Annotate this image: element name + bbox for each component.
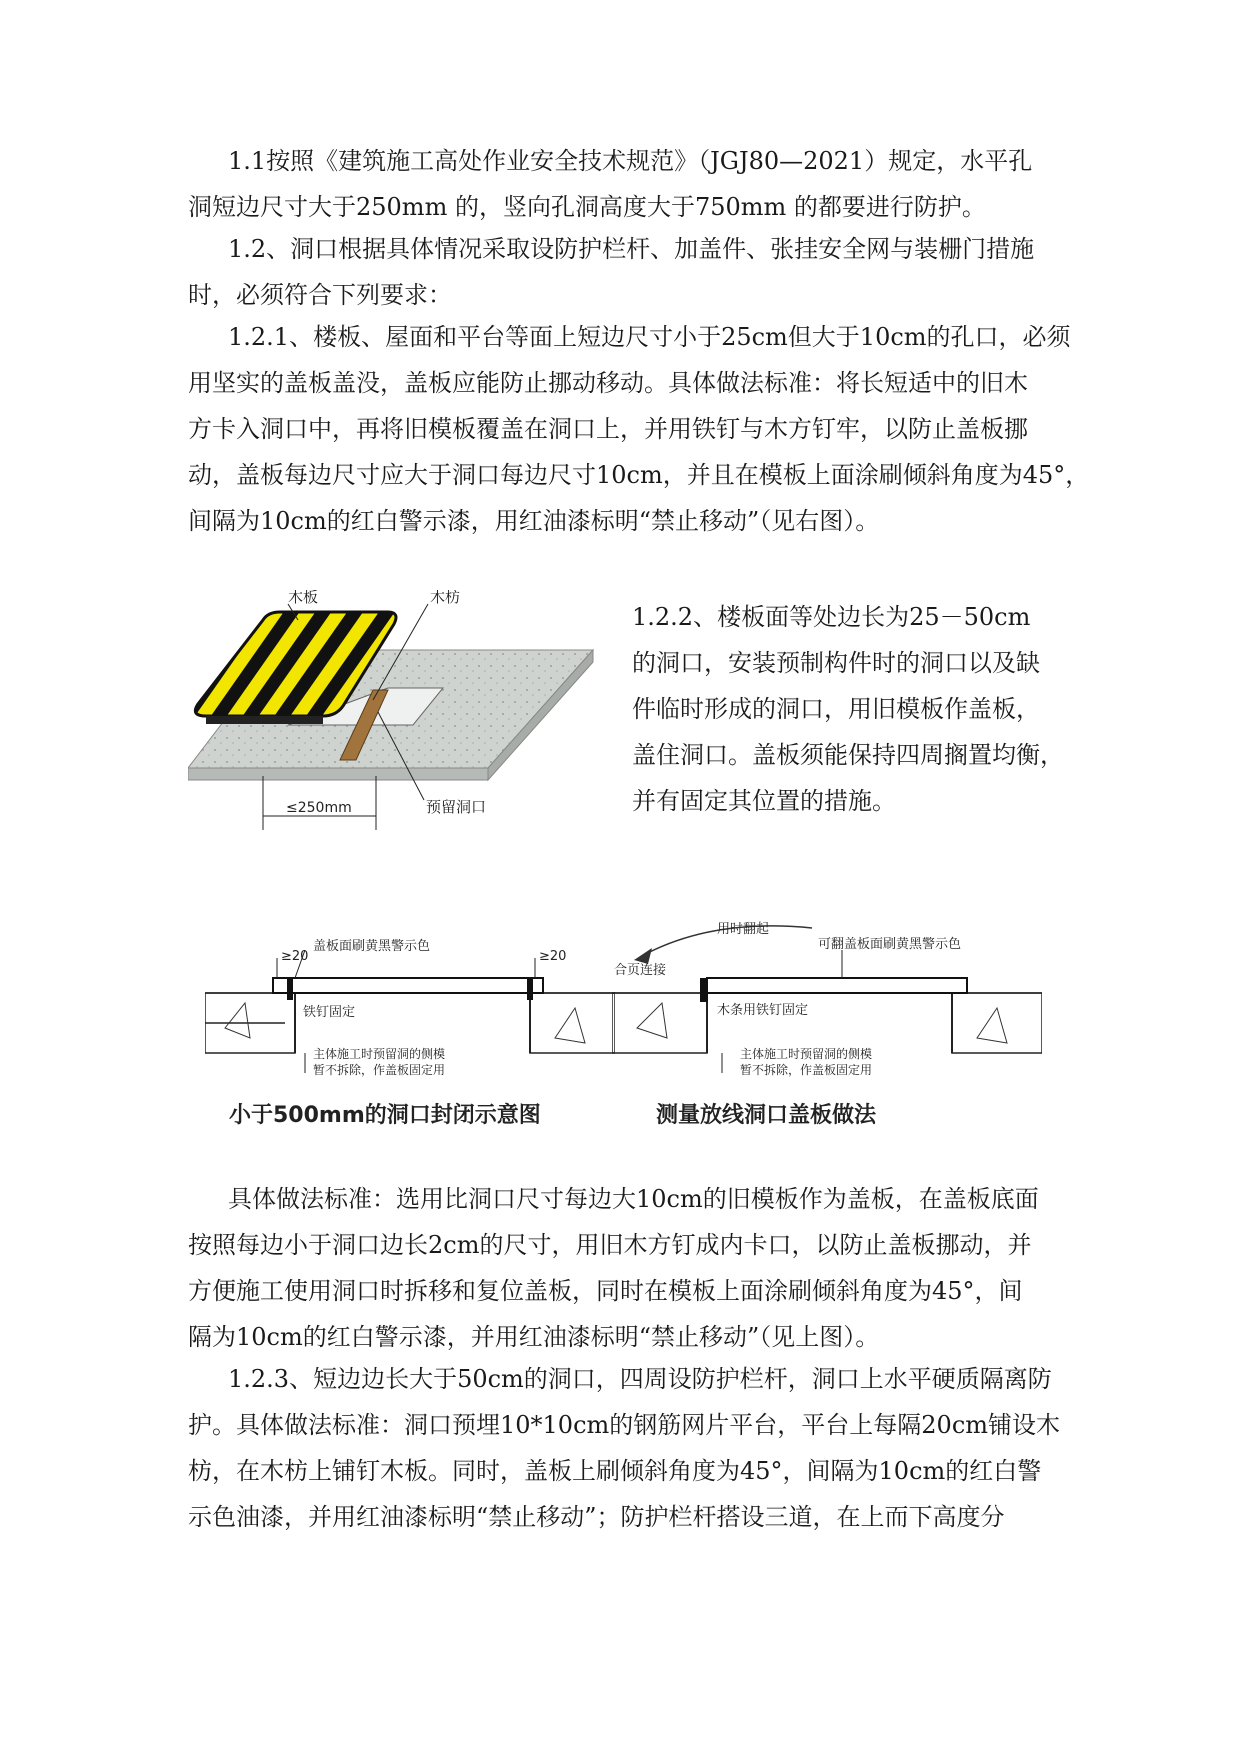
survey-hole-cover-diagram xyxy=(612,898,1042,1148)
sealed-hole-figure xyxy=(205,898,615,1148)
label-paint: 盖板面刷黄黑警示色 xyxy=(313,939,431,954)
label-note1: 主体施工时预留洞的侧模 xyxy=(313,1047,446,1061)
p5-line-1: 具体做法标准：选用比洞口尺寸每边大10cm的旧模板作为盖板，在盖板底面 xyxy=(228,1185,1039,1213)
p5-line-3: 方便施工使用洞口时拆移和复位盖板，同时在模板上面涂刷倾斜角度为45°，间 xyxy=(188,1277,1023,1305)
label-nail: 铁钉固定 xyxy=(303,1005,356,1020)
p4-line-2: 的洞口，安装预制构件时的洞口以及缺 xyxy=(632,649,1040,677)
p6-line-3: 枋，在木枋上铺钉木板。同时，盖板上刷倾斜角度为45°，间隔为10cm的红白警 xyxy=(188,1457,1042,1485)
p3-line-4: 动，盖板每边尺寸应大于洞口每边尺寸10cm，并且在模板上面涂刷倾斜角度为45°， xyxy=(188,461,1090,489)
paragraph-1-2-3 xyxy=(188,1356,1061,1540)
p4-line-3: 件临时形成的洞口，用旧模板作盖板， xyxy=(632,695,1040,723)
p3-line-1: 1.2.1、楼板、屋面和平台等面上短边尺寸小于25cm但大于10cm的孔口，必须 xyxy=(228,323,1071,351)
label-note2: 暂不拆除，作盖板固定用 xyxy=(313,1063,446,1077)
label-note1: 主体施工时预留洞的侧模 xyxy=(740,1047,873,1061)
sealed-hole-diagram xyxy=(205,898,615,1148)
p1-line-2: 洞短边尺寸大于250mm 的，竖向孔洞高度大于750mm 的都要进行防护。 xyxy=(188,193,986,221)
label-dim-left: ≥20 xyxy=(281,949,309,964)
p6-line-1: 1.2.3、短边边长大于50cm的洞口，四周设防护栏杆，洞口上水平硬质隔离防 xyxy=(228,1365,1052,1393)
p6-line-2: 护。具体做法标准：洞口预埋10*10cm的钢筋网片平台，平台上每隔20cm铺设木 xyxy=(188,1411,1061,1439)
label-dim-right: ≥20 xyxy=(539,949,567,964)
label-nail: 木条用铁钉固定 xyxy=(717,1003,809,1018)
p5-line-4: 隔为10cm的红白警示漆，并用红油漆标明“禁止移动”（见上图）。 xyxy=(188,1323,880,1351)
paragraph-practice-standard xyxy=(188,1176,1050,1360)
label-hinge: 合页连接 xyxy=(614,963,667,978)
p3-line-3: 方卡入洞口中，再将旧模板覆盖在洞口上，并用铁钉与木方钉牢，以防止盖板挪 xyxy=(188,415,1028,443)
p3-line-5: 间隔为10cm的红白警示漆，用红油漆标明“禁止移动”（见右图）。 xyxy=(188,507,880,535)
p2-line-2: 时，必须符合下列要求： xyxy=(188,281,452,309)
p4-line-1: 1.2.2、楼板面等处边长为25－50cm xyxy=(632,603,1031,631)
paragraph-1-2-2 xyxy=(632,594,1064,824)
label-board: 木板 xyxy=(288,590,319,606)
p4-line-5: 并有固定其位置的措施。 xyxy=(632,787,896,815)
p6-line-4: 示色油漆，并用红油漆标明“禁止移动”；防护栏杆搭设三道，在上而下高度分 xyxy=(188,1503,1005,1531)
p3-line-2: 用坚实的盖板盖没，盖板应能防止挪动移动。具体做法标准：将长短适中的旧木 xyxy=(188,369,1028,397)
label-beam: 木枋 xyxy=(430,590,461,606)
p2-line-1: 1.2、洞口根据具体情况采取设防护栏杆、加盖件、张挂安全网与装栅门措施 xyxy=(228,235,1035,263)
paragraph-1-2 xyxy=(188,226,1050,318)
label-note2: 暂不拆除，作盖板固定用 xyxy=(740,1063,873,1077)
cover-board-illustration xyxy=(188,590,628,830)
caption-sealed-hole: 小于500mm的洞口封闭示意图 xyxy=(229,1103,541,1128)
label-hole: 预留洞口 xyxy=(426,798,487,816)
p5-line-2: 按照每边小于洞口边长2cm的尺寸，用旧木方钉成内卡口，以防止盖板挪动，并 xyxy=(188,1231,1032,1259)
label-paint: 可翻盖板面刷黄黑警示色 xyxy=(818,937,962,952)
label-dimension: ≤250mm xyxy=(286,800,352,816)
caption-survey-hole: 测量放线洞口盖板做法 xyxy=(656,1103,877,1128)
paragraph-1-1 xyxy=(188,138,1050,230)
p1-line-1: 1.1按照《建筑施工高处作业安全技术规范》（JGJ80—2021）规定，水平孔 xyxy=(228,147,1033,175)
paragraph-1-2-1 xyxy=(188,314,1090,544)
cover-board-figure xyxy=(188,590,628,830)
survey-hole-cover-figure xyxy=(612,898,1042,1148)
label-flip: 用时翻起 xyxy=(717,922,770,937)
p4-line-4: 盖住洞口。盖板须能保持四周搁置均衡， xyxy=(632,741,1064,769)
